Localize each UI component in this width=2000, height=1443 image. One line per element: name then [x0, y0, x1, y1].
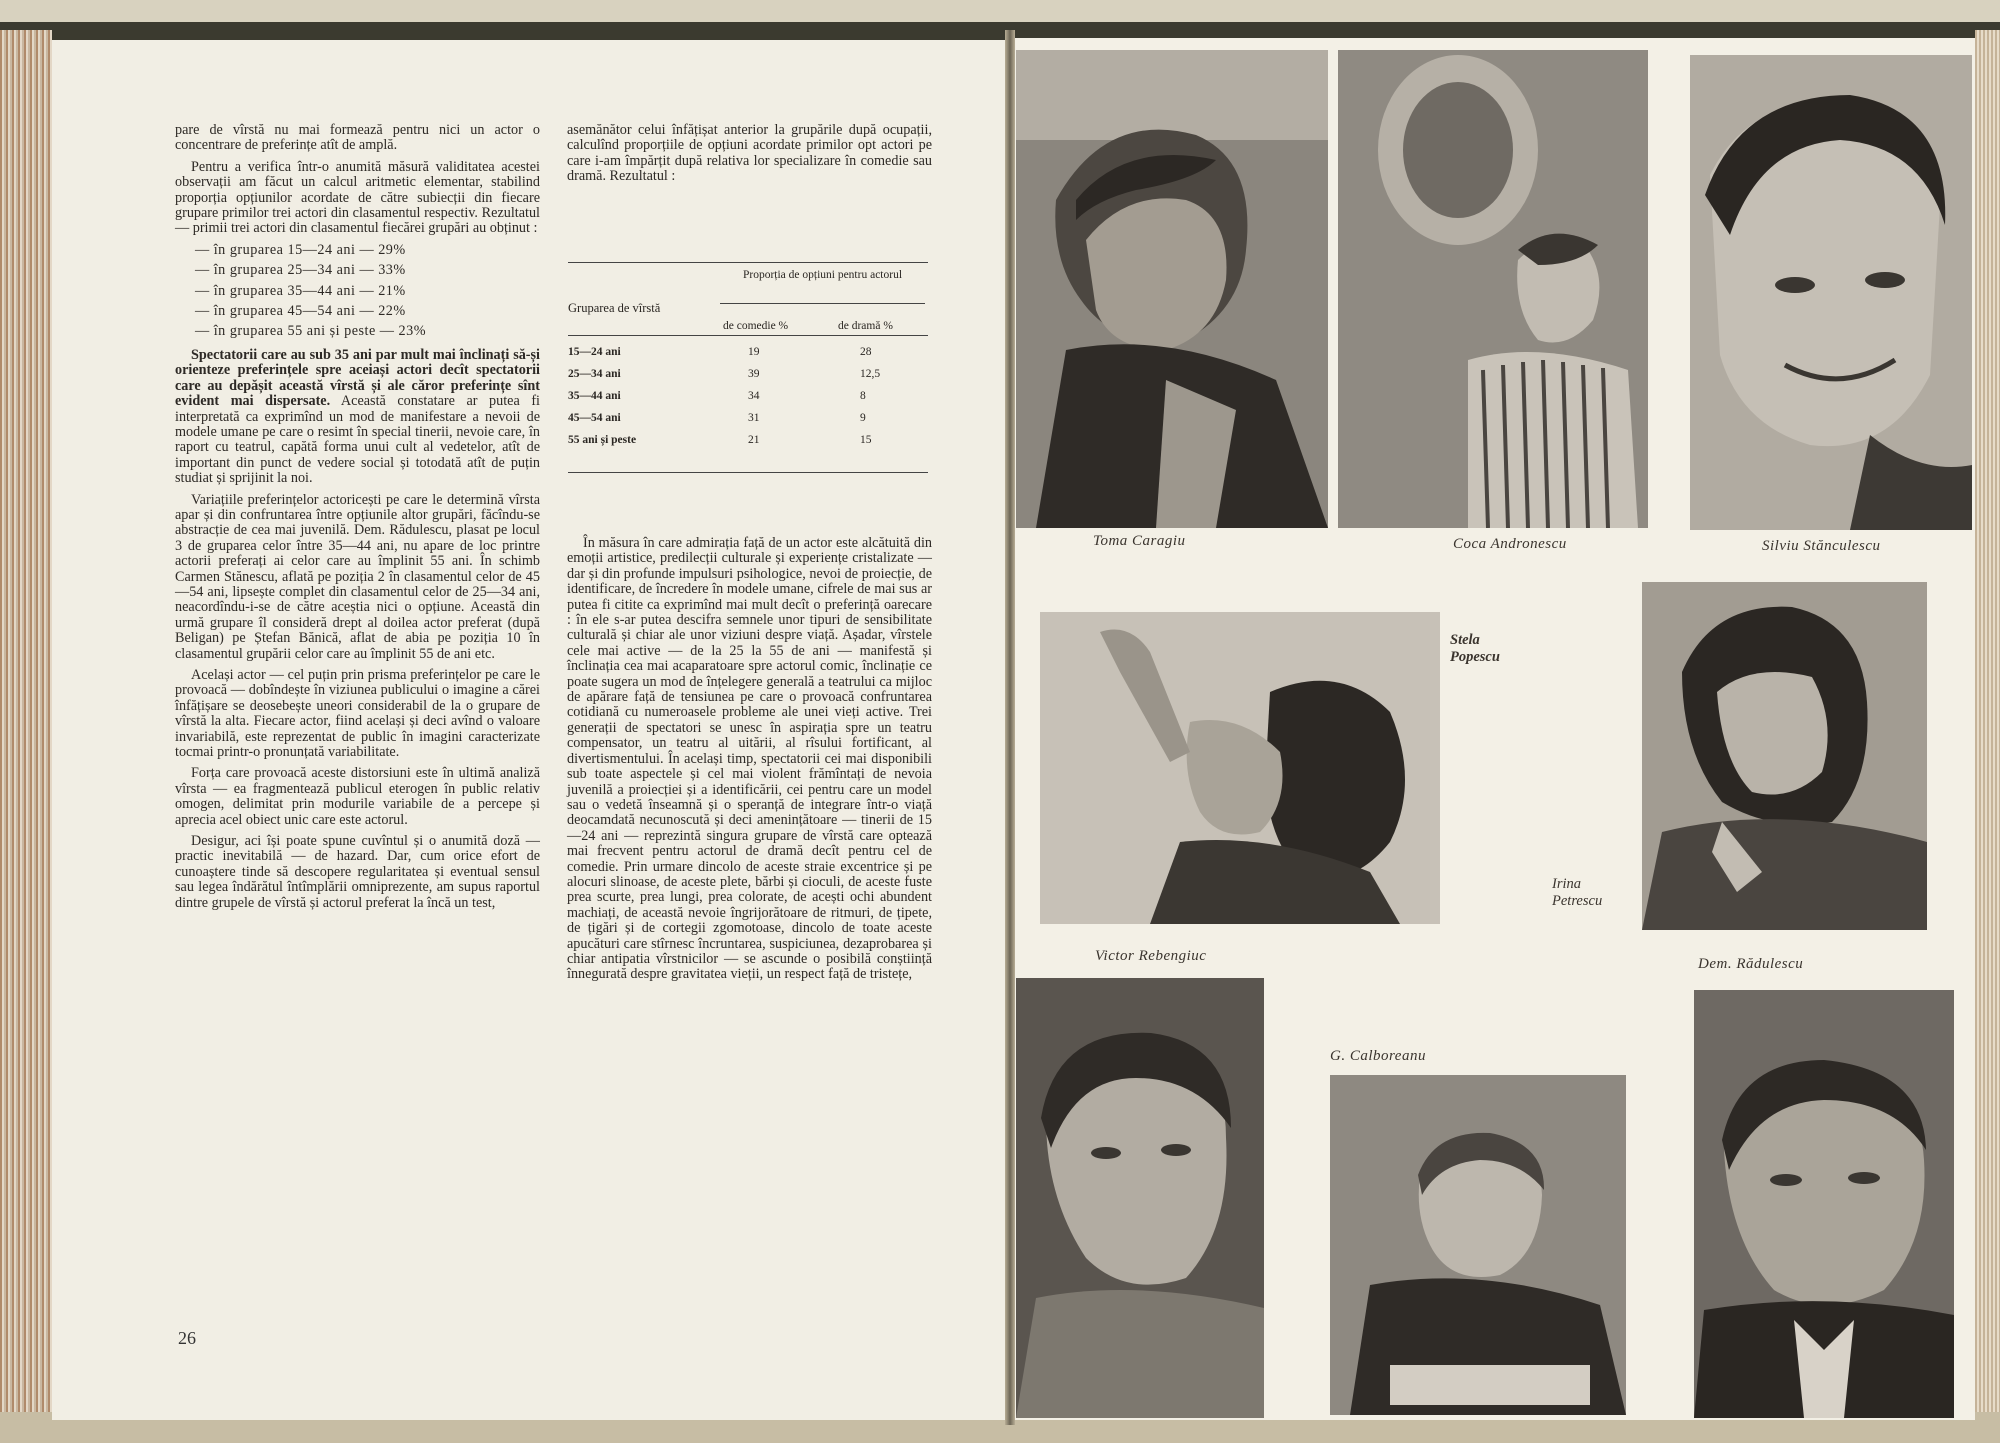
header-comedy: de comedie %: [723, 320, 789, 332]
caption-irina-petrescu: [1552, 876, 1602, 910]
list-item: — în gruparea 35—44 ani — 21%: [195, 282, 406, 299]
page-number: 26: [178, 1328, 196, 1348]
photo-toma-caragiu: [1016, 50, 1328, 528]
paragraph: [175, 348, 540, 487]
portrait-image: [1016, 978, 1264, 1418]
cell-group: 35—44 ani: [568, 390, 621, 402]
cell-comedy: 19: [748, 346, 760, 358]
portrait-image: [1694, 990, 1954, 1418]
caption-coca-andronescu: Coca Andronescu: [1453, 536, 1567, 552]
cell-drama: 12,5: [860, 368, 881, 380]
list-item: — în gruparea 25—34 ani — 33%: [195, 262, 406, 279]
list-item: — în gruparea 45—54 ani — 22%: [195, 303, 406, 320]
cell-comedy: 34: [748, 390, 760, 402]
list-item: — în gruparea 55 ani și peste — 23%: [195, 323, 427, 340]
caption-toma-caragiu: Toma Caragiu: [1093, 533, 1186, 549]
photo-coca-andronescu: [1338, 50, 1648, 528]
photo-victor-rebengiuc: [1016, 978, 1264, 1418]
table-row: [568, 368, 928, 390]
bold-statement: Spectatorii care au sub 35 ani par mult mai înclinați să-și orienteze preferințele spre aceiași actori decît spectatorii care au depășit această vîrstă și ale căror preferințe sînt evident mai dispersate.: [175, 346, 540, 410]
table-row: [568, 390, 928, 412]
portrait-image: [1690, 55, 1972, 530]
table-header: [568, 263, 928, 335]
caption-stela-popescu: [1450, 632, 1500, 666]
paragraph: Desigur, aci își poate spune cuvîntul și o anumită doză — practic inevitabilă — de hazard. Dar, cum orice efort de cunoaștere tinde să descopere regularitatea și eventual sensul sau legea îndărătul întîmplării omniprezente, am supus raportul dintre grupele de vîrstă și actorul preferat la încă un test,: [175, 833, 540, 911]
left-page-column-2-top: [567, 123, 932, 191]
portrait-image: [1330, 1075, 1626, 1415]
caption-line: Popescu: [1450, 649, 1500, 665]
cell-group: 45—54 ani: [568, 412, 621, 424]
cell-comedy: 21: [748, 434, 760, 446]
portrait-image: [1338, 50, 1648, 528]
portrait-image: [1016, 50, 1328, 528]
book-page-edges-right: [1975, 30, 2000, 1430]
table-row: [568, 412, 928, 434]
paragraph: pare de vîrstă nu mai formează pentru nici un actor o concentrare de preferințe atît de amplă.: [175, 122, 540, 154]
photo-irina-petrescu: [1642, 582, 1927, 930]
caption-victor-rebengiuc: Victor Rebengiuc: [1095, 948, 1207, 964]
table-row: [568, 346, 928, 368]
cell-drama: 8: [860, 390, 866, 402]
cell-group: 15—24 ani: [568, 346, 621, 358]
table-bottom-rule: [568, 472, 928, 473]
book-cover-top: [0, 0, 2000, 22]
header-sub-rule: [720, 303, 925, 304]
paragraph-rest: Această constatare ar putea fi interpretată ca exprimînd un mod de manifestare a nevoii de modele umane pe care o resimt în special tinerii, nevoie care, în raport cu teatrul, capătă forma unui cult al vedetelor, atît de important din punct de vedere social și totodată atît de puțin studiat și sprijinit la noi.: [175, 393, 540, 487]
paragraph: Variațiile preferințelor actoricești pe care le determină vîrsta apar și din confruntarea între opțiunile altor grupări, făcîndu-se abstracție de cea mai juvenilă. Dem. Rădulescu, plasat pe locul 3 de gruparea celor între 35—44 ani, nu apare de loc printre actorii preferați ai celor care au împlinit 55 ani. În schimb Carmen Stănescu, aflată pe poziția 2 în clasamentul celor de 45—54 ani, lipsește complet din clasamentul celor de 25—34 ani, neacordîndu-i-se de către aceștia nici o opțiune. Această din urmă grupare îl consideră drept al doilea actor preferat (după Beligan) pe Ștefan Bănică, aflat de abia pe poziția 10 în clasamentul grupării celor care au împlinit 55 de ani etc.: [175, 491, 540, 662]
cell-drama: 9: [860, 412, 866, 424]
list-item: — în gruparea 15—24 ani — 29%: [195, 241, 406, 258]
caption-line: Irina: [1552, 876, 1581, 892]
photo-stela-popescu: [1040, 612, 1440, 924]
photo-dem-radulescu: [1694, 990, 1954, 1418]
cell-drama: 28: [860, 346, 872, 358]
portrait-image: [1040, 612, 1440, 924]
table-body: [568, 335, 928, 464]
cell-comedy: 39: [748, 368, 760, 380]
cell-group: 25—34 ani: [568, 368, 621, 380]
caption-line: Petrescu: [1552, 893, 1603, 909]
caption-dem-radulescu: Dem. Rădulescu: [1698, 956, 1804, 972]
paragraph: Pentru a verifica într-o anumită măsură validitatea acestei observații am făcut un calcul aritmetic elementar, stabilind proporția opțiunilor acordate de către subiecții din fiecare grupare primilor trei actori din clasamentul respectiv. Rezultatul — primii trei actori din clasamentul fiecărei grupări au obținut :: [175, 158, 540, 237]
paragraph: asemănător celui înfățișat anterior la grupările după ocupații, calculînd proporțiile de opțiuni acordate primilor opt actori pe care i-am împărțit după relativa lor specializare în comedie sau dramă. Rezultatul :: [567, 122, 932, 185]
portrait-image: [1642, 582, 1927, 930]
header-drama: de dramă %: [838, 320, 893, 332]
caption-silviu-stanculescu: Silviu Stănculescu: [1762, 538, 1881, 554]
left-page-column-1: [175, 123, 540, 917]
table-row: [568, 434, 928, 456]
age-group-stats-list: [175, 243, 540, 340]
photo-silviu-stanculescu: [1690, 55, 1972, 530]
preference-table: [568, 262, 928, 473]
paragraph: Același actor — cel puțin prin prisma preferințelor pe care le provoacă — dobîndește în viziunea publicului o imagine a cărei înfățișare se deosebește uneori considerabil de la o grupare de vîrstă la alta. Fiecare actor, fiind același și deci avînd o valoare invariabilă, este reprezentat de public în imagini caracterizate tocmai printr-o pronunțată variabilitate.: [175, 667, 540, 761]
left-page-column-2-bottom: [567, 536, 932, 989]
book-page-edges-left: [0, 30, 52, 1420]
cell-comedy: 31: [748, 412, 760, 424]
header-age-group: Gruparea de vîrstă: [568, 301, 661, 315]
cell-group: 55 ani și peste: [568, 434, 637, 446]
cell-drama: 15: [860, 434, 872, 446]
header-proportion: Proporția de opțiuni pentru actorul: [742, 269, 903, 281]
paragraph: Forța care provoacă aceste distorsiuni este în ultimă analiză vîrsta — ea fragmentează publicul eterogen în public relativ omogen, delimitat prin modurile variabile de a percepe și aprecia acel obiect unic care este actorul.: [175, 765, 540, 828]
photo-g-calboreanu: [1330, 1075, 1626, 1415]
caption-g-calboreanu: G. Calboreanu: [1330, 1048, 1426, 1064]
caption-line: Stela: [1450, 632, 1480, 648]
paragraph: În măsura în care admirația față de un actor este alcătuită din emoții artistice, predilecții culturale și experiențe cristalizate — dar și din profunde impulsuri psihologice, nevoi de proiecție, de identificare, de încredere în modele umane, cifrele de mai sus ar putea fi citite ca exprimînd mai mult decît o preferință oarecare : în ele s-ar putea descifra semnele unor tipuri de sensibilitate culturală și chiar ale unor viziuni despre viață. Așadar, vîrstele cele mai active — de la 25 la 55 de ani — manifestă și înclinația cea mai acaparatoare spre actorul comic, înclinație ce poate sugera un mod de înțelegere generală a teatrului ca mijloc de apărare față de tensiunea pe care o provoacă confruntarea cotidiană cu numeroasele probleme ale unei vieți active. Trei generații de spectatori se unesc în aspirația spre un teatru compensator, un teatru al uitării, al rîsului fortificant, al divertismentului. În același timp, spectatorii cei mai disponibili sub toate aspectele și cel mai violent frămîntați de nevoia juvenilă a proiecției și a identificării, cei pentru care un model sau o vedetă înseamnă și o speranță de integrare într-o viață deocamdată necunoscută și deci amenințătoare — tinerii de 15—24 ani — reprezintă singura grupare de vîrstă care optează mai frecvent pentru actorul de dramă decît pentru cel de comedie. Prin urmare dincolo de aceste straie excentrice și pe alocuri slinoase, de aceste plete, bărbi și cioculi, de aceste fuste prea scurte, prea lungi, prea colorate, de acești ochi abundent machiați, de această nevoie îngrijorătoare de ritmuri, de țipete, de țigări și de cortegii zgomotoase, dincolo de toate aceste apucături care stîrnesc încruntarea, suspiciunea, dezaprobarea și chiar antipatia vîrstnicilor — se ascunde o posibilă conștiință înnegurată despre gravitatea vieții, un respect față de tristețe,: [567, 535, 932, 983]
book-spine: [1005, 30, 1015, 1425]
